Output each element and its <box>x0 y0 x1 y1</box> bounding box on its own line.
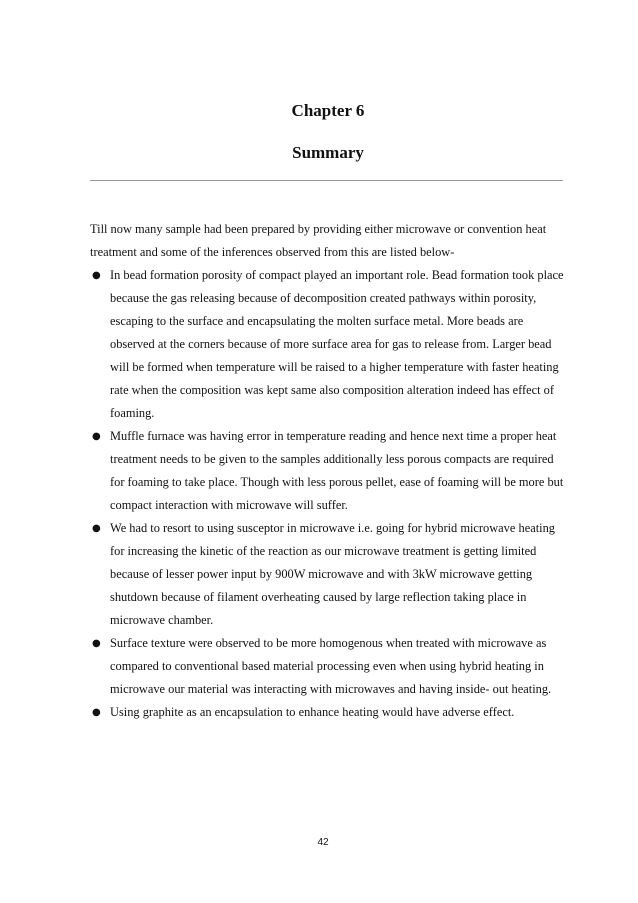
bullet-icon: ● <box>92 270 101 281</box>
title-divider <box>90 180 563 181</box>
bullet-line: alteration indeed has effect of foaming. <box>110 383 554 420</box>
intro-paragraph: Till now many sample had been prepared by providing either microwave or convention heat treatment and some of the inferences observed from this are listed below- <box>90 222 547 259</box>
bullet-line: place because the gas releasing because of decomposition created pathways within <box>110 268 564 305</box>
bullet-line: getting shutdown because of filament overheating caused by large reflection taking <box>110 567 533 604</box>
bullet-line: porosity, escaping to the surface and encapsulating the molten surface metal. More <box>110 291 537 328</box>
summary-body <box>90 218 565 724</box>
bullet-line: In bead formation porosity of compact played an important role. Bead formation took <box>110 268 535 282</box>
bullet-line: limited because of lesser power input by 900W microwave and with 3kW microwave <box>110 544 537 581</box>
bullet-line: as compared to conventional based material processing even when using hybrid <box>110 636 547 673</box>
bullet-line: heat treatment needs to be given to the samples additionally less porous compacts are <box>110 429 557 466</box>
bullet-line: required for foaming to take place. Though with less porous pellet, ease of foaming <box>110 452 554 489</box>
chapter-label: Chapter 6 <box>291 101 365 120</box>
bullet-icon: ● <box>92 431 101 442</box>
page-number: 42 <box>317 837 329 848</box>
bullet-line: with faster heating rate when the composition was kept same also composition <box>110 360 559 397</box>
summary-bullet-3 <box>90 517 565 632</box>
bullet-line: Surface texture were observed to be more homogenous when treated with microwave <box>110 636 533 650</box>
summary-bullet-1 <box>90 264 565 425</box>
chapter-title: Summary <box>292 143 364 162</box>
bullet-line: Using graphite as an encapsulation to enhance heating would have adverse effect. <box>110 705 515 719</box>
bullet-line: heating in microwave our material was interacting with microwaves and having inside- <box>110 659 544 696</box>
bullet-line: beads are observed at the corners because of more surface area for gas to release from. <box>110 314 524 351</box>
bullet-line: Muffle furnace was having error in temperature reading and hence next time a proper <box>110 429 533 443</box>
bullet-line: place in microwave chamber. <box>110 590 527 627</box>
bullet-line: We had to resort to using susceptor in microwave i.e. going for hybrid microwave <box>110 521 516 535</box>
bullet-line: out heating. <box>492 682 552 696</box>
summary-bullet-4 <box>90 632 565 701</box>
summary-bullet-list <box>90 264 565 724</box>
bullet-line: heating for increasing the kinetic of the reaction as our microwave treatment is getting <box>110 521 555 558</box>
bullet-line: Larger bead will be formed when temperature will be raised to a higher temperature <box>110 337 552 374</box>
bullet-icon: ● <box>92 523 101 534</box>
bullet-icon: ● <box>92 707 101 718</box>
bullet-line: will be more but compact interaction with microwave will suffer. <box>110 475 564 512</box>
summary-bullet-2 <box>90 425 565 517</box>
summary-bullet-5 <box>90 701 565 724</box>
bullet-icon: ● <box>92 638 101 649</box>
